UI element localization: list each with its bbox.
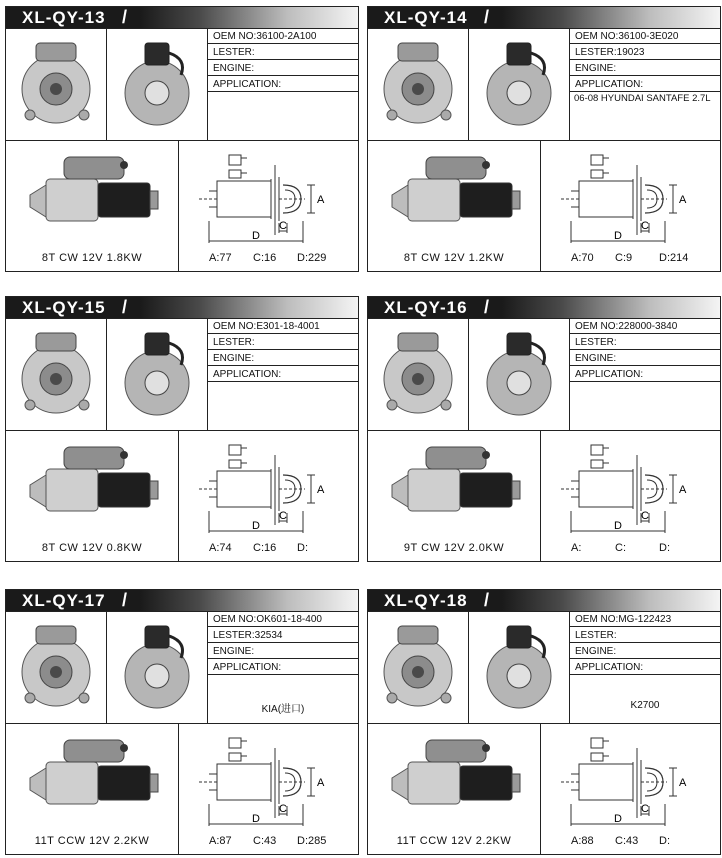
- spec-text: 11T CCW 12V 2.2KW: [34, 835, 150, 847]
- card-bottom-row: [368, 141, 720, 271]
- lester-number: LESTER:: [208, 45, 358, 60]
- product-card: [5, 296, 359, 560]
- application-field: APPLICATION:: [570, 77, 720, 92]
- card-header: [5, 6, 359, 29]
- lester-number: LESTER:: [570, 335, 720, 350]
- product-photo-front: [368, 29, 469, 140]
- product-photo-front: [6, 29, 107, 140]
- dim-c-value: C:: [615, 542, 626, 554]
- product-photo-side: [6, 724, 179, 854]
- product-code: XL-QY-15: [22, 298, 106, 317]
- spec-text: 8T CW 12V 0.8KW: [41, 542, 143, 554]
- product-code: XL-QY-13: [22, 8, 106, 27]
- product-photo-rear: [469, 319, 570, 430]
- oem-number: OEM NO:228000-3840: [570, 319, 720, 334]
- card-header: [5, 589, 359, 612]
- card-body: [5, 28, 359, 272]
- engine-field: ENGINE:: [208, 351, 358, 366]
- engine-field: ENGINE:: [208, 61, 358, 76]
- label-d: D: [614, 230, 622, 242]
- application-value: 06-08 HYUNDAI SANTAFE 2.7L: [574, 93, 711, 104]
- dimension-diagram: [179, 724, 358, 854]
- label-d: D: [252, 230, 260, 242]
- card-bottom-row: [6, 431, 358, 561]
- label-c: C: [641, 220, 649, 232]
- dim-a-value: A:88: [571, 835, 594, 847]
- spec-text: 8T CW 12V 1.2KW: [403, 252, 505, 264]
- dim-d-value: D:: [659, 542, 670, 554]
- application-field: APPLICATION:: [208, 77, 358, 92]
- label-a: A: [679, 194, 687, 206]
- dim-c-value: C:43: [253, 835, 277, 847]
- label-a: A: [317, 777, 325, 789]
- card-top-row: [6, 319, 358, 431]
- header-slash: /: [484, 297, 490, 317]
- dim-c-value: C:9: [615, 252, 633, 264]
- card-header: [367, 589, 721, 612]
- product-code: XL-QY-16: [384, 298, 468, 317]
- lester-number: LESTER:19023: [570, 45, 720, 60]
- label-d: D: [252, 520, 260, 532]
- dimension-drawing: [179, 141, 358, 251]
- application-value: K2700: [630, 700, 660, 711]
- oem-number: OEM NO:OK601-18-400: [208, 612, 358, 627]
- lester-number: LESTER:32534: [208, 628, 358, 643]
- oem-number: OEM NO:36100-2A100: [208, 29, 358, 44]
- application-value: KIA(进口): [261, 704, 305, 715]
- dimension-diagram: [179, 141, 358, 271]
- product-photo-rear: [107, 612, 208, 723]
- engine-field: ENGINE:: [208, 644, 358, 659]
- card-top-row: [6, 612, 358, 724]
- application-field: APPLICATION:: [208, 367, 358, 382]
- label-a: A: [317, 484, 325, 496]
- card-top-row: [368, 29, 720, 141]
- card-header: [367, 296, 721, 319]
- info-table: [570, 612, 720, 723]
- label-a: A: [679, 777, 687, 789]
- dimension-drawing: [541, 431, 720, 541]
- product-photo-side: [368, 724, 541, 854]
- dim-a-value: A:77: [209, 252, 232, 264]
- card-body: [5, 611, 359, 855]
- header-slash: /: [122, 297, 128, 317]
- dim-d-value: D:285: [297, 835, 327, 847]
- label-d: D: [614, 813, 622, 825]
- engine-field: ENGINE:: [570, 61, 720, 76]
- lester-number: LESTER:: [208, 335, 358, 350]
- product-code: XL-QY-14: [384, 8, 468, 27]
- dimension-diagram: [541, 431, 720, 561]
- dim-c-value: C:16: [253, 252, 277, 264]
- header-slash: /: [122, 7, 128, 27]
- card-bottom-row: [6, 141, 358, 271]
- header-slash: /: [484, 590, 490, 610]
- dimension-drawing: [541, 141, 720, 251]
- dim-d-value: D:: [659, 835, 670, 847]
- product-code: XL-QY-18: [384, 591, 468, 610]
- engine-field: ENGINE:: [570, 644, 720, 659]
- label-d: D: [252, 813, 260, 825]
- dimension-diagram: [541, 141, 720, 271]
- card-bottom-row: [368, 431, 720, 561]
- card-body: [367, 28, 721, 272]
- product-photo-front: [368, 319, 469, 430]
- oem-number: OEM NO:E301-18-4001: [208, 319, 358, 334]
- dimension-drawing: [179, 431, 358, 541]
- label-a: A: [679, 484, 687, 496]
- dimension-diagram: [179, 431, 358, 561]
- dim-a-value: A:70: [571, 252, 594, 264]
- lester-number: LESTER:: [570, 628, 720, 643]
- card-top-row: [368, 319, 720, 431]
- application-field: APPLICATION:: [570, 660, 720, 675]
- spec-text: 8T CW 12V 1.8KW: [41, 252, 143, 264]
- dim-d-value: D:: [297, 542, 308, 554]
- product-photo-side: [6, 431, 179, 561]
- card-body: [367, 611, 721, 855]
- product-photo-rear: [107, 29, 208, 140]
- product-photo-rear: [469, 29, 570, 140]
- label-c: C: [641, 803, 649, 815]
- product-photo-front: [6, 319, 107, 430]
- spec-text: 9T CW 12V 2.0KW: [403, 542, 505, 554]
- dimension-drawing: [541, 724, 720, 834]
- product-card: [5, 589, 359, 853]
- card-body: [367, 318, 721, 562]
- product-photo-rear: [469, 612, 570, 723]
- dim-d-value: D:229: [297, 252, 327, 264]
- spec-text: 11T CCW 12V 2.2KW: [396, 835, 512, 847]
- card-header: [367, 6, 721, 29]
- info-table: [208, 29, 358, 140]
- dim-a-value: A:74: [209, 542, 232, 554]
- product-photo-front: [368, 612, 469, 723]
- card-top-row: [368, 612, 720, 724]
- label-d: D: [614, 520, 622, 532]
- info-table: [570, 29, 720, 140]
- dim-c-value: C:43: [615, 835, 639, 847]
- label-c: C: [279, 510, 287, 522]
- product-photo-front: [6, 612, 107, 723]
- dim-d-value: D:214: [659, 252, 689, 264]
- card-body: [5, 318, 359, 562]
- card-bottom-row: [368, 724, 720, 854]
- dim-a-value: A:: [571, 542, 582, 554]
- oem-number: OEM NO:MG-122423: [570, 612, 720, 627]
- info-table: [570, 319, 720, 430]
- application-field: APPLICATION:: [570, 367, 720, 382]
- card-top-row: [6, 29, 358, 141]
- product-photo-rear: [107, 319, 208, 430]
- label-c: C: [641, 510, 649, 522]
- oem-number: OEM NO:36100-3E020: [570, 29, 720, 44]
- label-c: C: [279, 803, 287, 815]
- product-card: [367, 589, 721, 853]
- dimension-drawing: [179, 724, 358, 834]
- info-table: [208, 319, 358, 430]
- header-slash: /: [484, 7, 490, 27]
- product-photo-side: [368, 141, 541, 271]
- card-bottom-row: [6, 724, 358, 854]
- card-header: [5, 296, 359, 319]
- product-photo-side: [6, 141, 179, 271]
- product-card: [367, 6, 721, 270]
- info-table: [208, 612, 358, 723]
- label-a: A: [317, 194, 325, 206]
- product-code: XL-QY-17: [22, 591, 106, 610]
- dimension-diagram: [541, 724, 720, 854]
- dim-a-value: A:87: [209, 835, 232, 847]
- product-photo-side: [368, 431, 541, 561]
- product-card: [367, 296, 721, 560]
- header-slash: /: [122, 590, 128, 610]
- dim-c-value: C:16: [253, 542, 277, 554]
- product-card: [5, 6, 359, 270]
- engine-field: ENGINE:: [570, 351, 720, 366]
- label-c: C: [279, 220, 287, 232]
- application-field: APPLICATION:: [208, 660, 358, 675]
